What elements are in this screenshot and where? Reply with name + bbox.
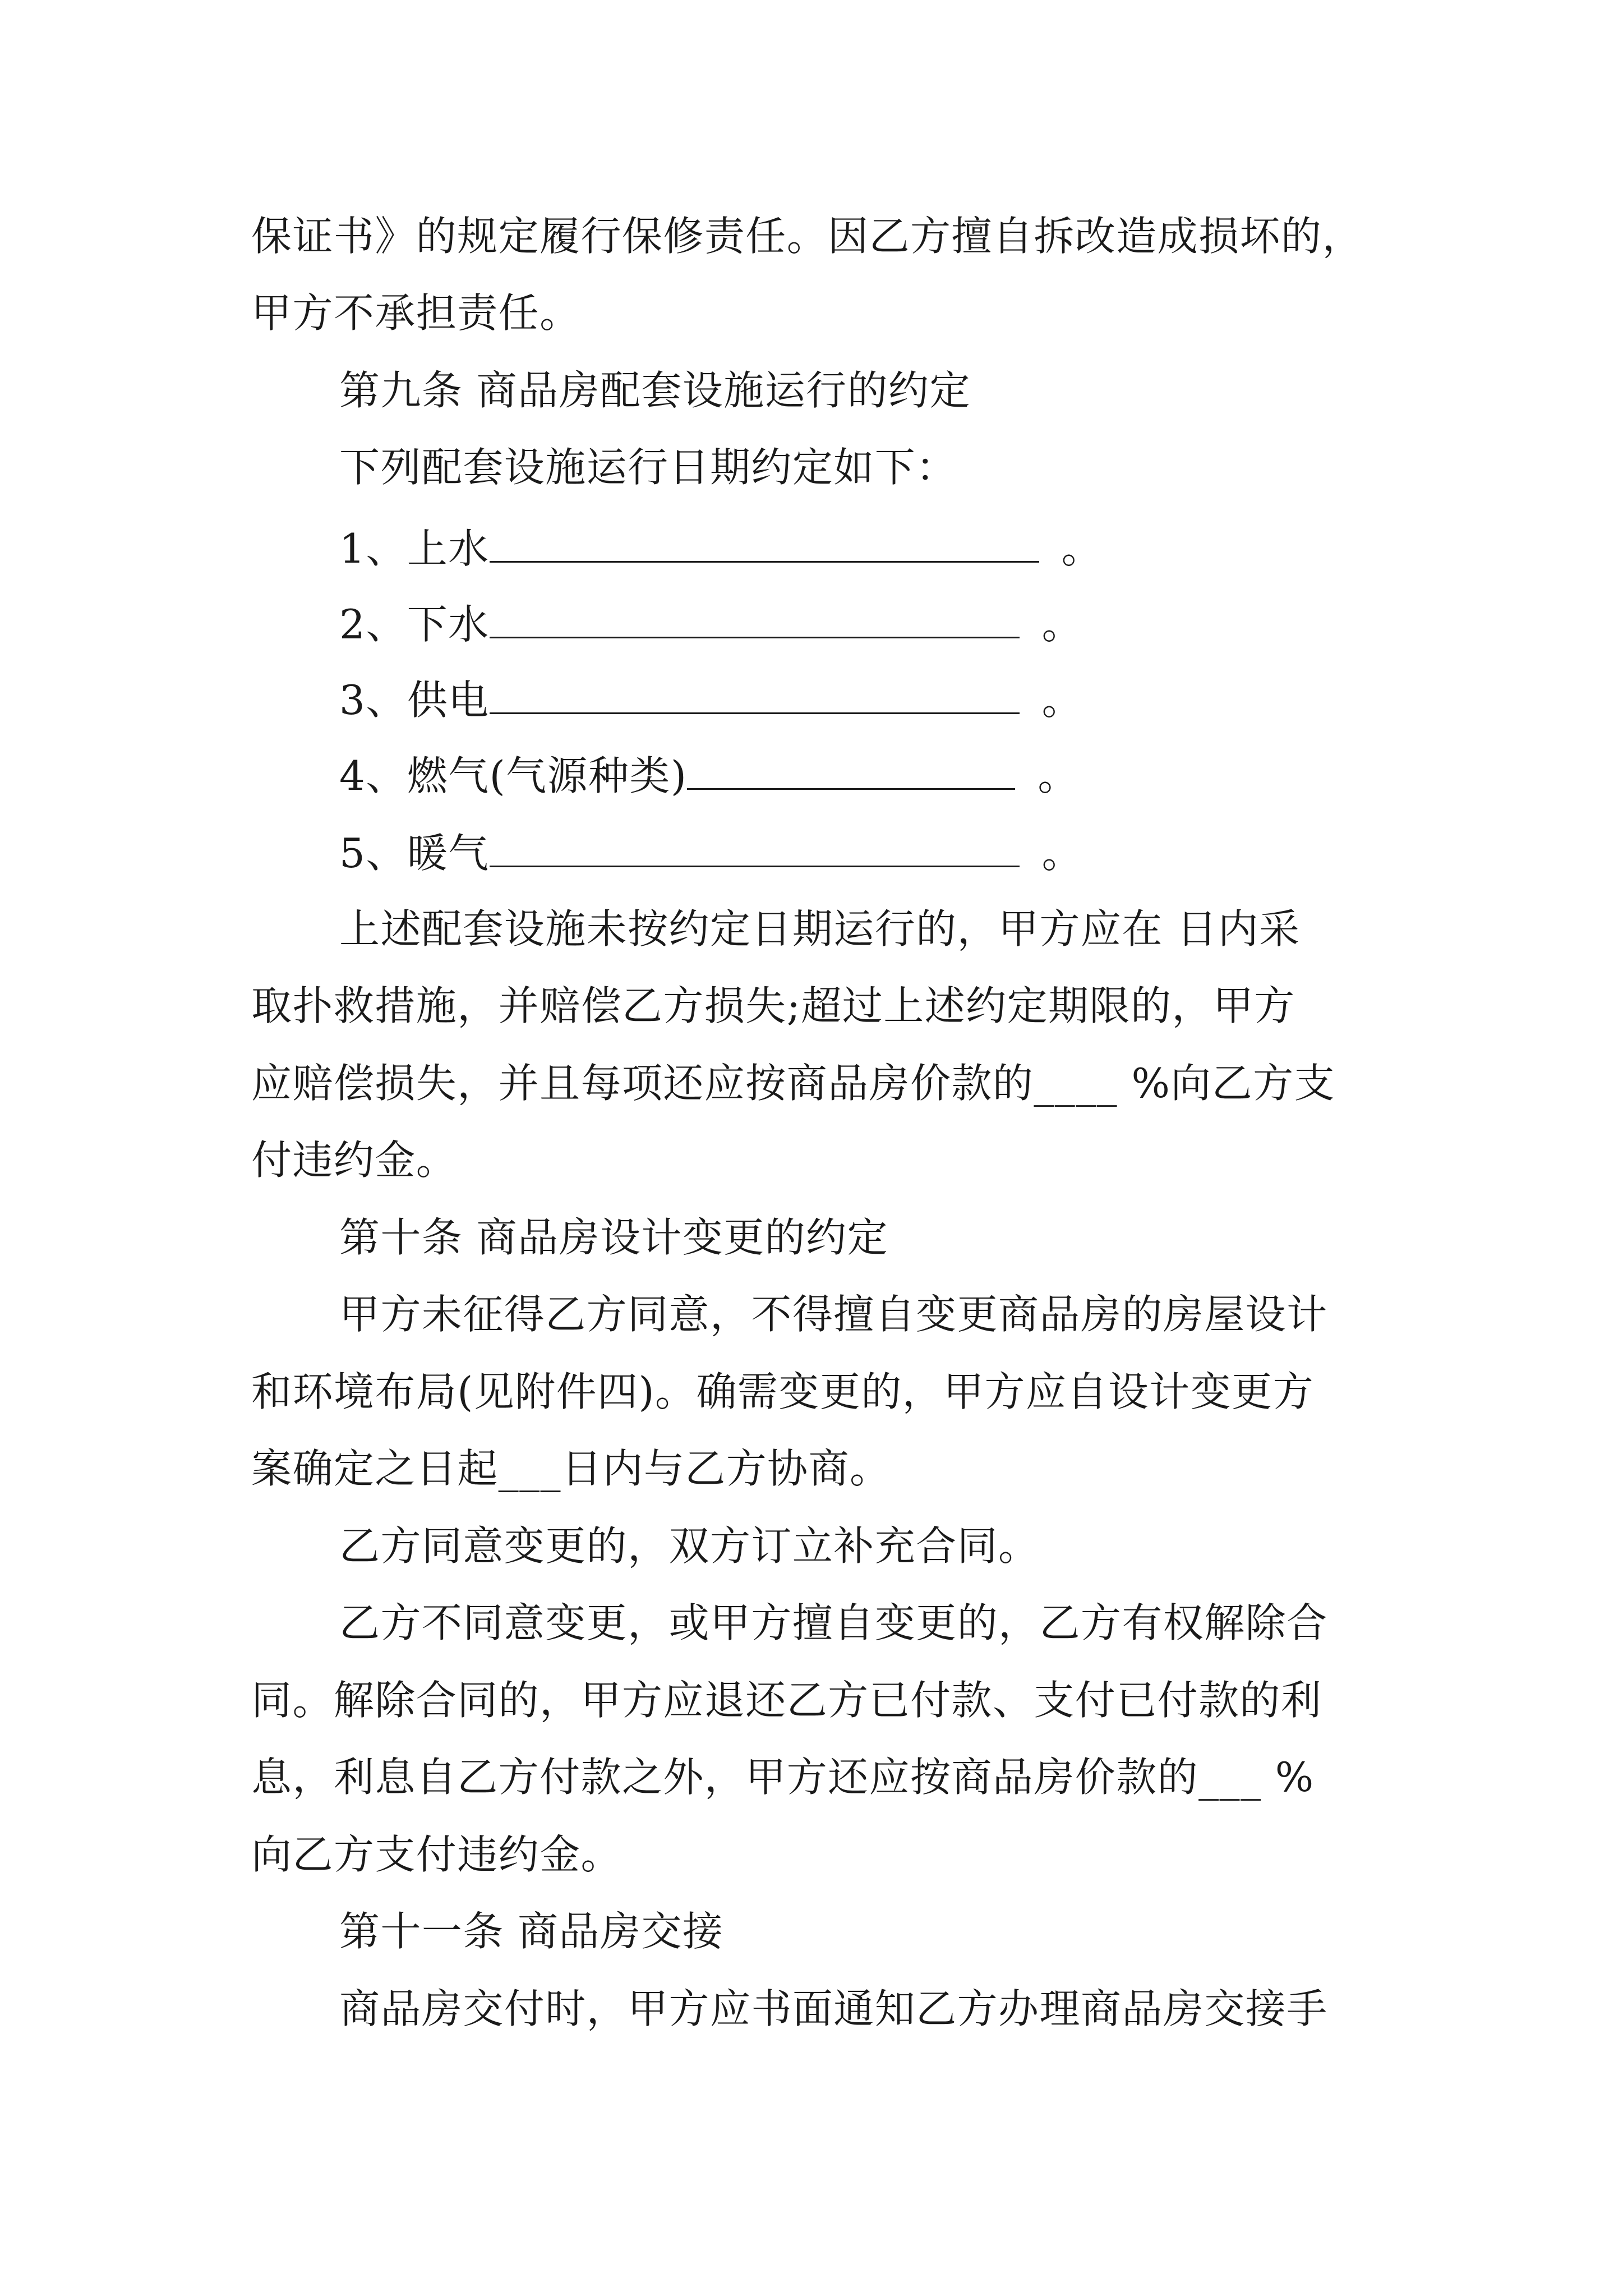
facility-label: 4、燃气(气源种类) — [339, 752, 688, 799]
facility-label: 5、暖气 — [339, 829, 490, 877]
facility-end: 。 — [1061, 524, 1103, 572]
facility-item-gas — [339, 752, 1467, 799]
article-9-heading: 第九条 商品房配套设施运行的约定 — [339, 367, 971, 414]
paragraph-line: 应赔偿损失，并且每项还应按商品房价款的____ %向乙方支 — [251, 1060, 1336, 1107]
fill-in-blank — [490, 524, 1039, 563]
paragraph-line: 甲方未征得乙方同意，不得擅自变更商品房的房屋设计 — [339, 1291, 1328, 1338]
paragraph-line: 案确定之日起___日内与乙方协商。 — [251, 1445, 891, 1492]
facility-item-water-supply — [339, 524, 1467, 572]
facility-item-power — [339, 676, 1467, 724]
paragraph-line: 乙方同意变更的，双方订立补充合同。 — [339, 1522, 1040, 1570]
facility-end: 。 — [1041, 600, 1083, 648]
facility-item-drainage — [339, 600, 1467, 648]
paragraph-line: 向乙方支付违约金。 — [251, 1831, 622, 1878]
paragraph-line: 付违约金。 — [251, 1137, 458, 1184]
paragraph-line: 甲方不承担责任。 — [251, 289, 581, 337]
paragraph-line: 下列配套设施运行日期约定如下： — [339, 444, 957, 491]
facility-label: 3、供电 — [339, 676, 490, 724]
paragraph-line: 同。解除合同的，甲方应退还乙方已付款、支付已付款的利 — [251, 1677, 1322, 1724]
paragraph-line: 商品房交付时，甲方应书面通知乙方办理商品房交接手 — [339, 1985, 1328, 2032]
paragraph-line: 和环境布局(见附件四)。确需变更的，甲方应自设计变更方 — [251, 1368, 1315, 1415]
facility-item-heating — [339, 829, 1467, 877]
facility-end: 。 — [1041, 829, 1083, 877]
facility-label: 2、下水 — [339, 600, 490, 648]
paragraph-line: 取扑救措施，并赔偿乙方损失;超过上述约定期限的，甲方 — [251, 982, 1295, 1029]
facility-end: 。 — [1038, 752, 1079, 799]
article-10-heading: 第十条 商品房设计变更的约定 — [339, 1214, 889, 1261]
paragraph-line: 乙方不同意变更，或甲方擅自变更的，乙方有权解除合 — [339, 1599, 1328, 1646]
paragraph-line: 保证书》的规定履行保修责任。因乙方擅自拆改造成损坏的， — [251, 213, 1363, 260]
fill-in-blank — [490, 600, 1020, 638]
fill-in-blank — [687, 752, 1015, 790]
fill-in-blank — [490, 829, 1020, 867]
article-11-heading: 第十一条 商品房交接 — [339, 1908, 724, 1955]
facility-label: 1、上水 — [339, 524, 490, 572]
paragraph-line: 上述配套设施未按约定日期运行的，甲方应在 日内采 — [339, 905, 1301, 953]
fill-in-blank — [490, 676, 1020, 714]
paragraph-line: 息，利息自乙方付款之外，甲方还应按商品房价款的___ % — [251, 1754, 1315, 1801]
facility-end: 。 — [1041, 676, 1083, 724]
